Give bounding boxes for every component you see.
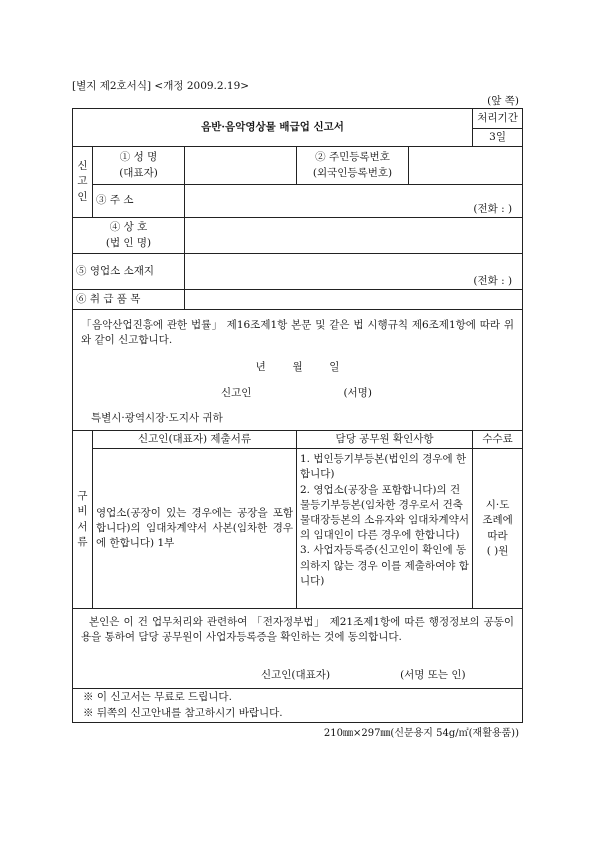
- location-label: ⑤ 영업소 소재지: [73, 254, 185, 290]
- location-phone: (전화 : ): [473, 274, 513, 287]
- declaration-signature: 신고인 (서명): [221, 386, 372, 399]
- items-label: ⑥ 취 급 품 목: [73, 290, 185, 310]
- address-phone: (전화 : ): [473, 202, 513, 215]
- form-number: [별지 제2호서식] <개정 2009.2.19>: [72, 80, 250, 92]
- docs-col1-header: 신고인(대표자) 제출서류: [93, 431, 297, 449]
- consent-signature: 신고인(대표자) (서명 또는 인): [261, 668, 466, 681]
- page-side-label: (앞 쪽): [487, 95, 519, 107]
- docs-check-item: 3. 사업자등록증(신고인이 확인에 동의하지 않는 경우 이를 제출하여야 합니다): [300, 544, 469, 587]
- trade-name-label: ④ 상 호 (법 인 명): [73, 218, 185, 254]
- report-form: [72, 108, 523, 723]
- note-item: ※ 이 신고서는 무료로 드립니다.: [83, 691, 232, 704]
- docs-check-item: 2. 영업소(공장을 포함합니다)의 건물등기부등본(임차한 경우로서 건축물대장등본의 소유자와 임대차계약서의 임대인이 다른 경우에 한합니다): [300, 483, 469, 542]
- declaration-date: 년 월 일: [255, 361, 340, 374]
- name-label: ① 성 명 (대표자): [93, 147, 185, 185]
- name-field[interactable]: [185, 147, 297, 185]
- docs-official-check: [297, 449, 473, 609]
- applicant-section-label: 신 고 인: [73, 147, 93, 218]
- docs-check-item: 1. 법인등기부등본(법인의 경우에 한합니다): [300, 453, 467, 481]
- note-item: ※ 뒤쪽의 신고안내를 참고하시기 바랍니다.: [83, 706, 283, 719]
- recipient: 특별시·광역시장·도지사 귀하: [91, 411, 223, 424]
- consent-text: 본인은 이 건 업무처리와 관련하여 「전자정부법」 제21조제1항에 따른 행정정보의 공동이용을 통하여 담당 공무원이 사업자등록증을 확인하는 것에 동의합니다.: [81, 616, 515, 644]
- paper-spec: 210㎜×297㎜(신문용지 54g/㎡(재활용품)): [323, 728, 519, 739]
- declaration-block: [73, 310, 523, 431]
- address-field[interactable]: [185, 185, 523, 218]
- docs-col3-header: 수수료: [473, 431, 523, 449]
- consent-block: [73, 609, 523, 689]
- notes-block: [73, 689, 523, 723]
- trade-name-field[interactable]: [185, 218, 523, 254]
- documents-section-label: 구 비 서 류: [73, 431, 93, 609]
- declaration-text: 「음악산업진흥에 관한 법률」 제16조제1항 본문 및 같은 법 시행규칙 제6조제1항에 따라 위와 같이 신고합니다.: [81, 319, 515, 347]
- form-title: 음반·음악영상물 배급업 신고서: [73, 109, 473, 147]
- location-field[interactable]: [185, 254, 523, 290]
- docs-col2-header: 담당 공무원 확인사항: [297, 431, 473, 449]
- processing-period-label: 처리기간: [473, 109, 523, 129]
- processing-period-value: 3일: [473, 129, 523, 147]
- rrn-field[interactable]: [409, 147, 523, 185]
- docs-fee: 시·도 조례에 따라 ( )원: [473, 449, 523, 609]
- address-label: ③ 주 소: [93, 185, 185, 218]
- docs-applicant-submission: 영업소(공장이 있는 경우에는 공장을 포함합니다)의 임대차계약서 사본(임차한 경우에 한합니다) 1부: [93, 449, 297, 609]
- items-field[interactable]: [185, 290, 523, 310]
- rrn-label: ② 주민등록번호 (외국인등록번호): [297, 147, 409, 185]
